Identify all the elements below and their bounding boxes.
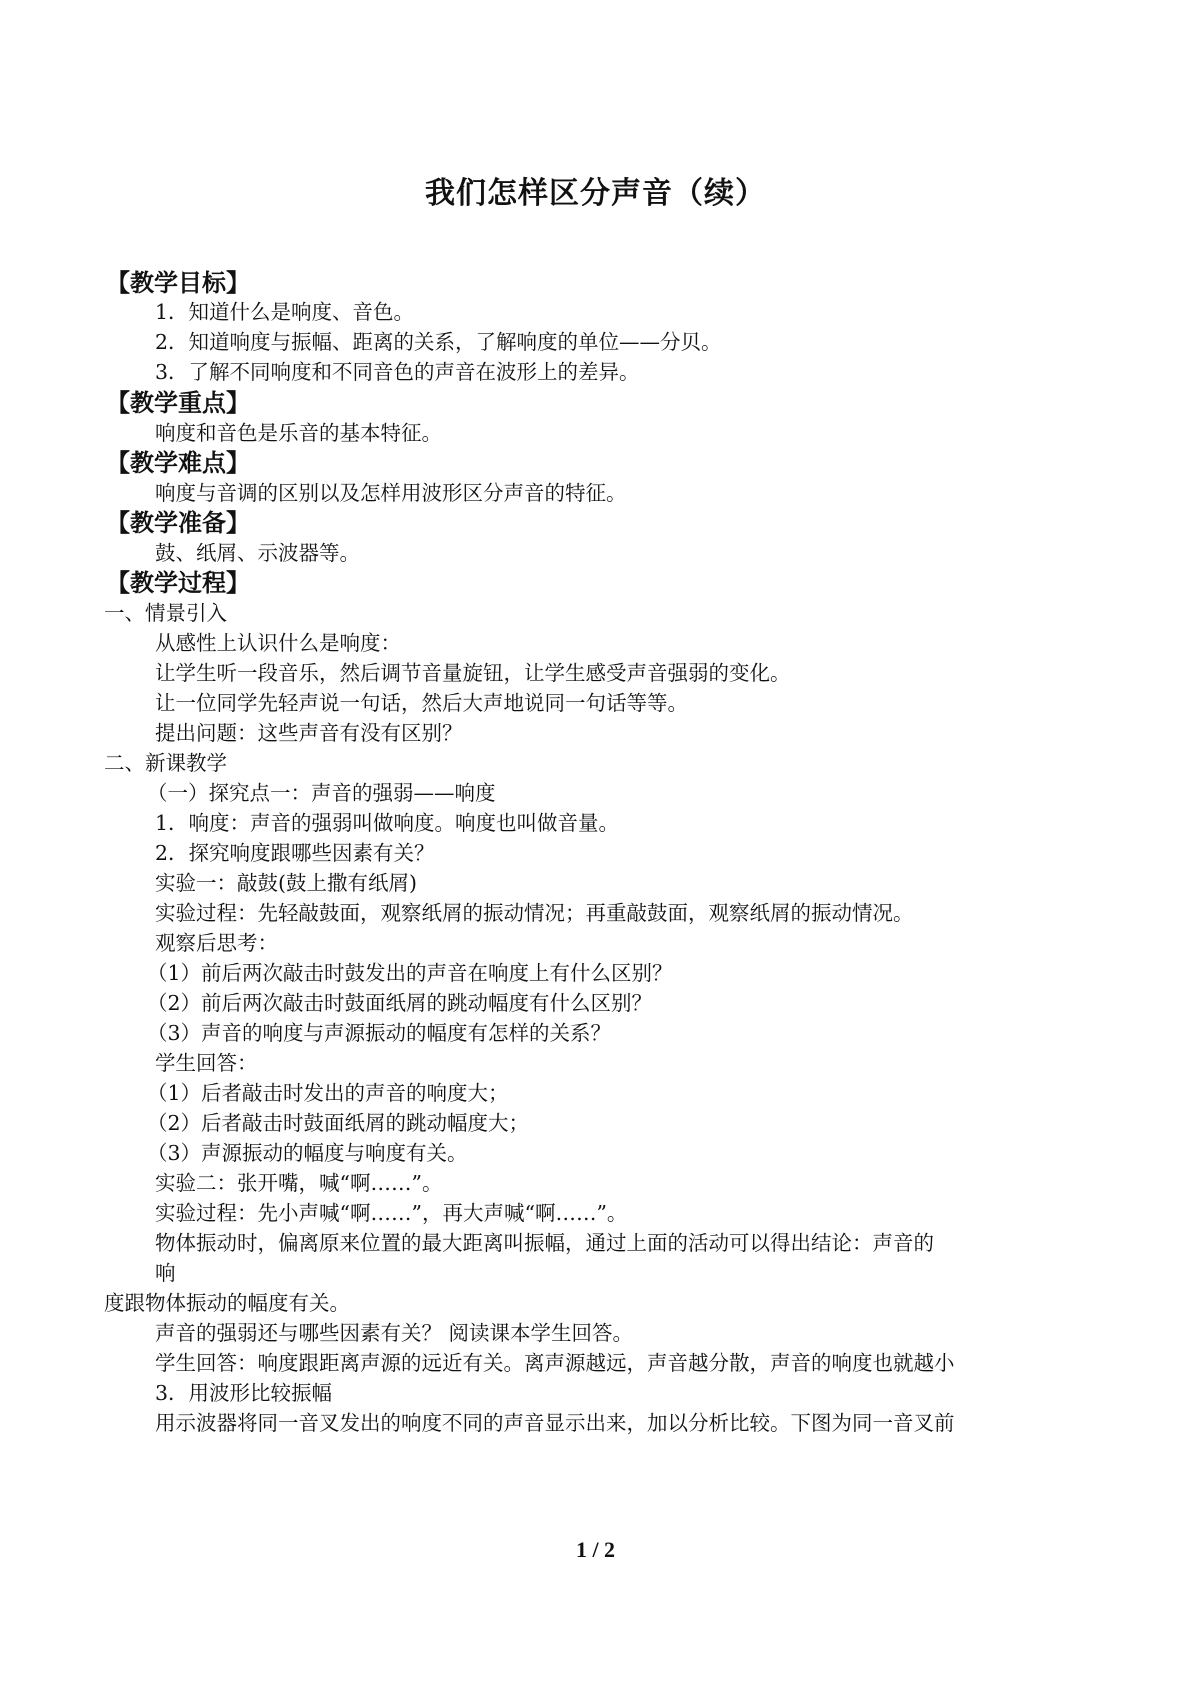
objective-item: 3．了解不同响度和不同音色的声音在波形上的差异。 (155, 360, 640, 384)
paragraph-line: 度跟物体振动的幅度有关。 (104, 1291, 350, 1315)
paragraph-line: 实验过程：先小声喊“啊……”，再大声喊“啊……”。 (155, 1201, 628, 1225)
paragraph-line: （2）后者敲击时鼓面纸屑的跳动幅度大； (147, 1111, 530, 1135)
objective-item: 2．知道响度与振幅、距离的关系，了解响度的单位——分贝。 (155, 330, 722, 354)
paragraph-line: 让学生听一段音乐，然后调节音量旋钮，让学生感受声音强弱的变化。 (155, 661, 791, 685)
paragraph-line: 实验一：敲鼓(鼓上撒有纸屑) (155, 871, 417, 895)
paragraph-line: （2）前后两次敲击时鼓面纸屑的跳动幅度有什么区别？ (147, 991, 653, 1015)
paragraph-line: 学生回答： (155, 1051, 258, 1075)
part2-title: 二、新课教学 (104, 751, 227, 775)
key-points-text: 响度和音色是乐音的基本特征。 (155, 421, 442, 445)
paragraph-line: 让一位同学先轻声说一句话，然后大声地说同一句话等等。 (155, 691, 688, 715)
page-number: 1 / 2 (575, 1537, 616, 1562)
paragraph-line: （3）声音的响度与声源振动的幅度有怎样的关系？ (147, 1021, 612, 1045)
difficulties-text: 响度与音调的区别以及怎样用波形区分声音的特征。 (155, 481, 627, 505)
paragraph-line: 实验二：张开嘴，喊“啊……”。 (155, 1171, 443, 1195)
paragraph-line: 2．探究响度跟哪些因素有关？ (155, 841, 435, 865)
preparation-heading: 【教学准备】 (106, 509, 250, 537)
paragraph-line: （1）后者敲击时发出的声音的响度大； (147, 1081, 509, 1105)
paragraph-line: 观察后思考： (155, 931, 278, 955)
objective-item: 1．知道什么是响度、音色。 (155, 300, 415, 324)
difficulties-heading: 【教学难点】 (106, 449, 250, 477)
paragraph-line: 从感性上认识什么是响度： (155, 631, 401, 655)
paragraph-line: 声音的强弱还与哪些因素有关？ 阅读课本学生回答。 (155, 1321, 634, 1345)
paragraph-line: （一）探究点一：声音的强弱——响度 (147, 781, 496, 805)
paragraph-line: （1）前后两次敲击时鼓发出的声音在响度上有什么区别？ (147, 961, 673, 985)
paragraph-line: 响 (155, 1261, 176, 1285)
paragraph-line: 3．用波形比较振幅 (155, 1381, 333, 1405)
paragraph-line: 提出问题：这些声音有没有区别？ (155, 721, 463, 745)
preparation-text: 鼓、纸屑、示波器等。 (155, 541, 360, 565)
part1-title: 一、情景引入 (104, 601, 227, 625)
paragraph-line: 1．响度：声音的强弱叫做响度。响度也叫做音量。 (155, 811, 620, 835)
paragraph-line: 用示波器将同一音叉发出的响度不同的声音显示出来，加以分析比较。下图为同一音叉前 (155, 1411, 955, 1435)
page-title: 我们怎样区分声音（续） (425, 176, 766, 211)
paragraph-line: 物体振动时，偏离原来位置的最大距离叫振幅，通过上面的活动可以得出结论：声音的 (155, 1231, 934, 1255)
paragraph-line: 学生回答：响度跟距离声源的远近有关。离声源越远，声音越分散，声音的响度也就越小 (155, 1351, 955, 1375)
paragraph-line: 实验过程：先轻敲鼓面，观察纸屑的振动情况；再重敲鼓面，观察纸屑的振动情况。 (155, 901, 914, 925)
objectives-heading: 【教学目标】 (106, 269, 250, 297)
paragraph-line: （3）声源振动的幅度与响度有关。 (147, 1141, 468, 1165)
process-heading: 【教学过程】 (106, 569, 250, 597)
key-points-heading: 【教学重点】 (106, 389, 250, 417)
